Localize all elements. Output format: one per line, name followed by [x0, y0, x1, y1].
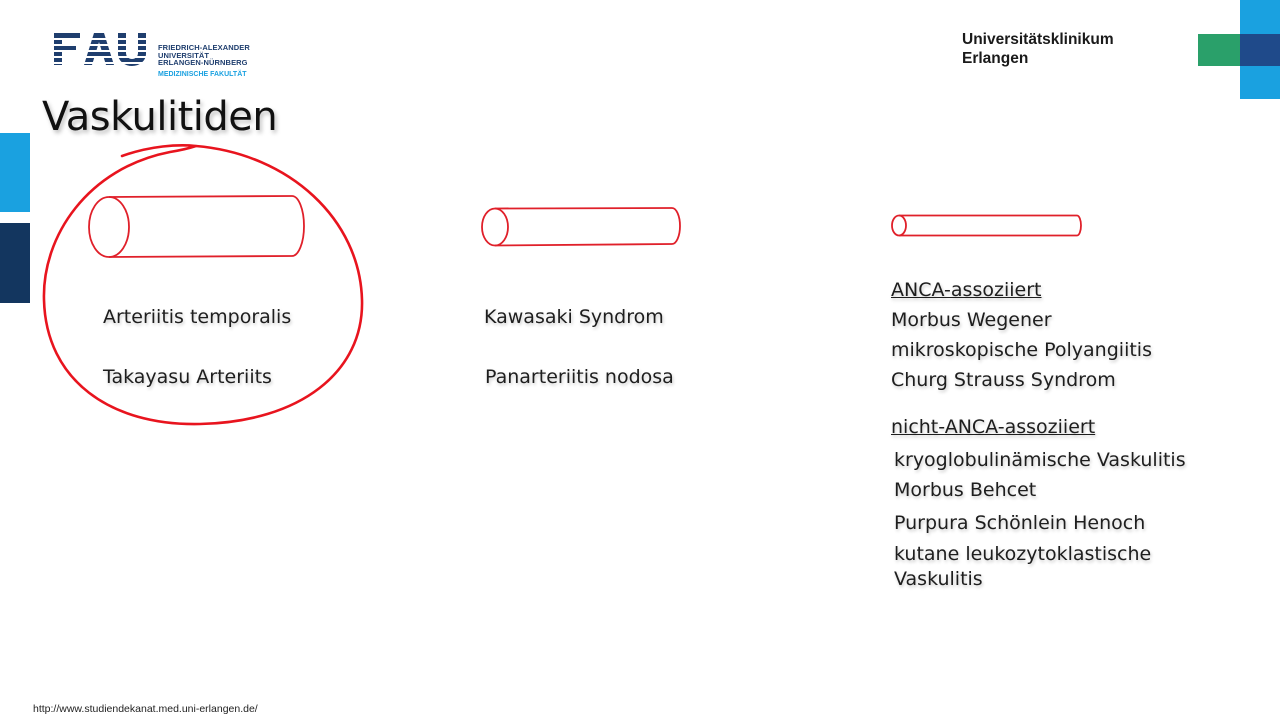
- medium-vessel-item: Panarteriitis nodosa: [485, 366, 674, 388]
- small-vessel-icon: [892, 216, 1081, 236]
- anca-item: Churg Strauss Syndrom: [891, 369, 1116, 391]
- large-vessel-item: Arteriitis temporalis: [103, 306, 292, 328]
- large-vessel-item: Takayasu Arteriits: [103, 366, 272, 388]
- logo-line: UNIVERSITÄT: [158, 50, 210, 60]
- non-anca-item: Morbus Behcet: [894, 479, 1037, 501]
- non-anca-item: kutane leukozytoklastische: [894, 543, 1152, 565]
- page-title: Vaskulitiden: [42, 94, 278, 140]
- non-anca-item: Vaskulitis: [894, 568, 983, 590]
- non-anca-item: kryoglobulinämische Vaskulitis: [894, 449, 1186, 471]
- non-anca-heading: nicht-ANCA-assoziiert: [891, 416, 1096, 438]
- medium-vessel-item: Kawasaki Syndrom: [484, 306, 664, 328]
- hospital-name-line1: Universitätsklinikum: [962, 31, 1114, 48]
- logo-line: ERLANGEN-NÜRNBERG: [158, 58, 248, 67]
- medium-vessel-icon: [482, 208, 680, 246]
- large-vessel-icon: [89, 196, 304, 257]
- hospital-name-line2: Erlangen: [962, 50, 1029, 67]
- anca-item: Morbus Wegener: [891, 309, 1052, 331]
- anca-item: mikroskopische Polyangiitis: [891, 339, 1152, 361]
- anca-heading: ANCA-assoziiert: [891, 279, 1042, 301]
- logo-faculty: MEDIZINISCHE FAKULTÄT: [158, 71, 247, 78]
- logo-line: FRIEDRICH-ALEXANDER: [158, 43, 250, 52]
- footer-url: http://www.studiendekanat.med.uni-erlangen.de/: [33, 703, 258, 715]
- non-anca-item: Purpura Schönlein Henoch: [894, 512, 1146, 534]
